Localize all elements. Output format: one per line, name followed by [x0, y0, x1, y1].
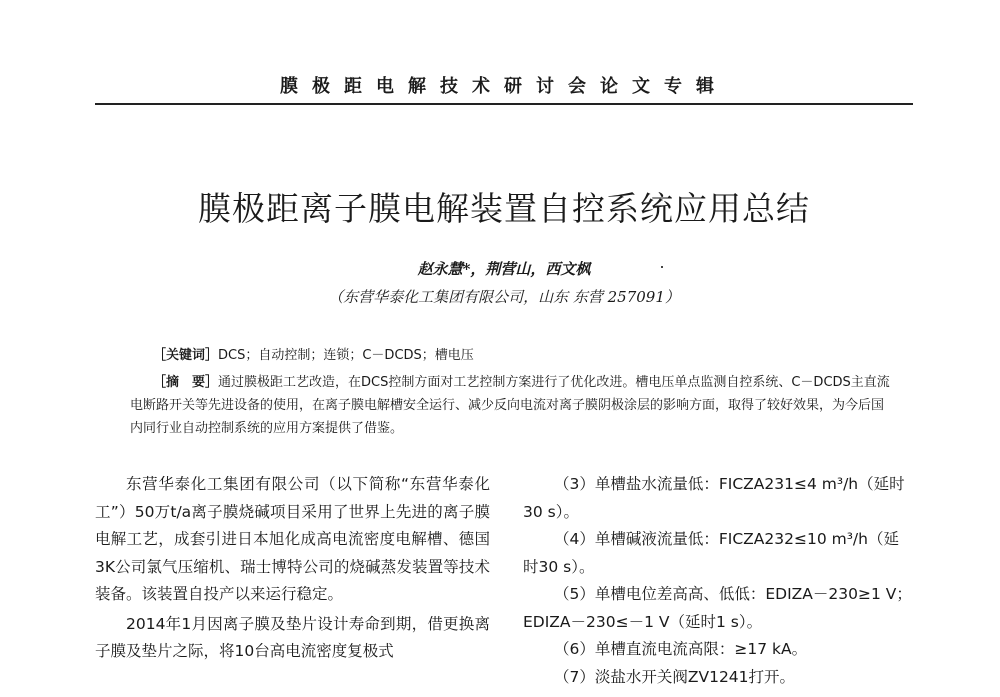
abstract-label: ［摘 要］ — [153, 375, 219, 390]
left-column — [95, 471, 490, 666]
article-title: 膜极距离子膜电解装置自控系统应用总结 — [198, 189, 810, 228]
item-5-line-1: （5）单槽电位差高高、低低：EDIZA－230≥1 V； — [554, 585, 912, 603]
abstract-text: 通过膜极距工艺改造，在DCS控制方面对工艺控制方案进行了优化改进。槽电压单点监测自控系统、C－DCDS主直流电断路开关等先进设备的使用，在离子膜电解槽安全运行、减少反向电流对离子膜阴极涂层的影响方面，取得了较好效果，为今后国内同行业自动控制系统的应用方案提供了借鉴。 — [130, 375, 890, 436]
item-4-line-2: 时30 s）。 — [523, 557, 595, 576]
body-paragraph-2: 2014年1月因离子膜及垫片设计寿命到期，借更换离子膜及垫片之际，将10台高电流密度复极式 — [95, 614, 490, 660]
stray-dot — [661, 266, 663, 268]
keywords-label: ［关键词］ — [153, 348, 219, 363]
item-6: （6）单槽直流电流高限：≥17 kA。 — [554, 640, 808, 658]
keywords — [153, 344, 913, 363]
authors: 赵永慧*，荆营山，西文枫 — [417, 260, 591, 278]
right-column — [523, 471, 915, 691]
item-4-line-1: （4）单槽碱液流量低：FICZA232≤10 m³/h（延 — [554, 530, 899, 548]
item-3-line-2: 30 s）。 — [523, 502, 579, 521]
abstract — [130, 371, 890, 440]
running-header: 膜极距电解技术研讨会论文专辑 — [280, 76, 728, 97]
item-7: （7）淡盐水开关阀ZV1241打开。 — [554, 667, 796, 686]
item-3-line-1: （3）单槽盐水流量低：FICZA231≤4 m³/h（延时 — [554, 475, 905, 493]
body-paragraph-1: 东营华泰化工集团有限公司（以下简称“东营华泰化工”）50万t/a离子膜烧碱项目采用了世界上先进的离子膜电解工艺，成套引进日本旭化成高电流密度电解槽、德国3K公司氯气压缩机、瑞士博特公司的烧碱蒸发装置等技术装备。该装置自投产以来运行稳定。 — [95, 475, 490, 603]
header-rule — [95, 103, 913, 105]
item-5-line-2: EDIZA－230≤－1 V（延时1 s）。 — [523, 612, 763, 631]
affiliation: （东营华泰化工集团有限公司，山东 东营 257091） — [328, 288, 680, 306]
keywords-text: DCS；自动控制；连锁；C－DCDS；槽电压 — [218, 348, 474, 363]
